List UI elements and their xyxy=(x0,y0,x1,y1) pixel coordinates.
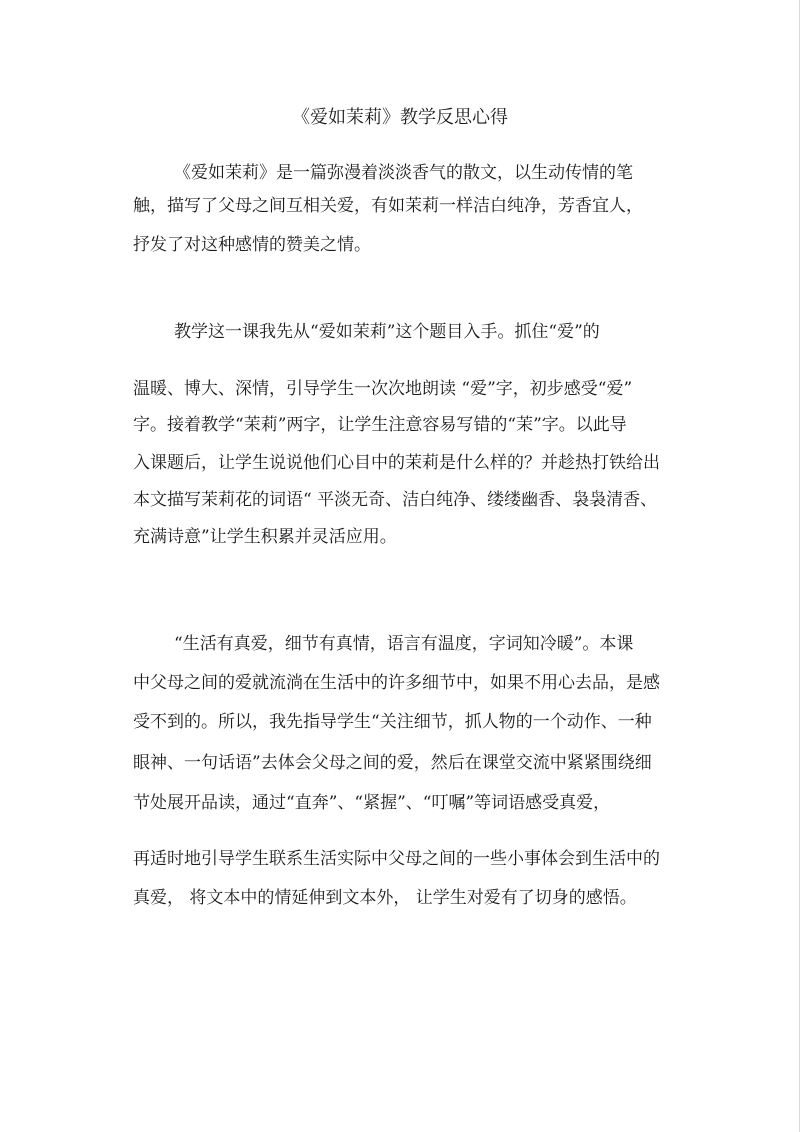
paragraph-line: 再适时地引导学生联系生活实际中父母之间的一些小事体会到生活中的 xyxy=(133,849,660,869)
paragraph-line: 入课题后，让学生说说他们心目中的茉莉是什么样的？并趁热打铁给出 xyxy=(133,453,660,473)
paragraph-line: 节处展开品读，通过“直奔”、“紧握”、“叮嘱”等词语感受真爱， xyxy=(133,793,611,813)
paragraph-line: 受不到的。所以，我先指导学生“关注细节，抓人物的一个动作、一种 xyxy=(133,712,652,732)
paragraph-line: “生活有真爱，细节有真情，语言有温度，字词知冷暖”。本课 xyxy=(174,634,634,654)
paragraph-line: 眼神、一句话语”去体会父母之间的爱，然后在课堂交流中紧紧围绕细 xyxy=(133,753,652,773)
paragraph-line: 温暖、博大、深情，引导学生一次次地朗读 “爱”字，初步感受“爱” xyxy=(133,379,633,399)
paragraph-line: 本文描写茉莉花的词语“ 平淡无奇、洁白纯净、缕缕幽香、袅袅清香、 xyxy=(133,490,658,510)
paragraph-line: 抒发了对这种感情的赞美之情。 xyxy=(133,235,371,255)
paragraph-line: 触，描写了父母之间互相关爱，有如茉莉一样洁白纯净，芳香宜人， xyxy=(133,196,643,216)
paragraph-line: 教学这一课我先从“爱如茉莉”这个题目入手。抓住“爱”的 xyxy=(174,322,600,342)
paragraph-line: 中父母之间的爱就流淌在生活中的许多细节中，如果不用心去品，是感 xyxy=(133,673,660,693)
paragraph-line: 字。接着教学“茉莉”两字，让学生注意容易写错的“茉”字。以此导 xyxy=(133,415,627,435)
paragraph-line: 充满诗意”让学生积累并灵活应用。 xyxy=(133,527,397,547)
paragraph-line: 真爱， 将文本中的情延伸到文本外， 让学生对爱有了切身的感悟。 xyxy=(133,888,637,908)
document-title: 《爱如茉莉》教学反思心得 xyxy=(292,107,508,128)
paragraph-line: 《爱如茉莉》是一篇弥漫着淡淡香气的散文，以生动传情的笔 xyxy=(174,163,633,183)
